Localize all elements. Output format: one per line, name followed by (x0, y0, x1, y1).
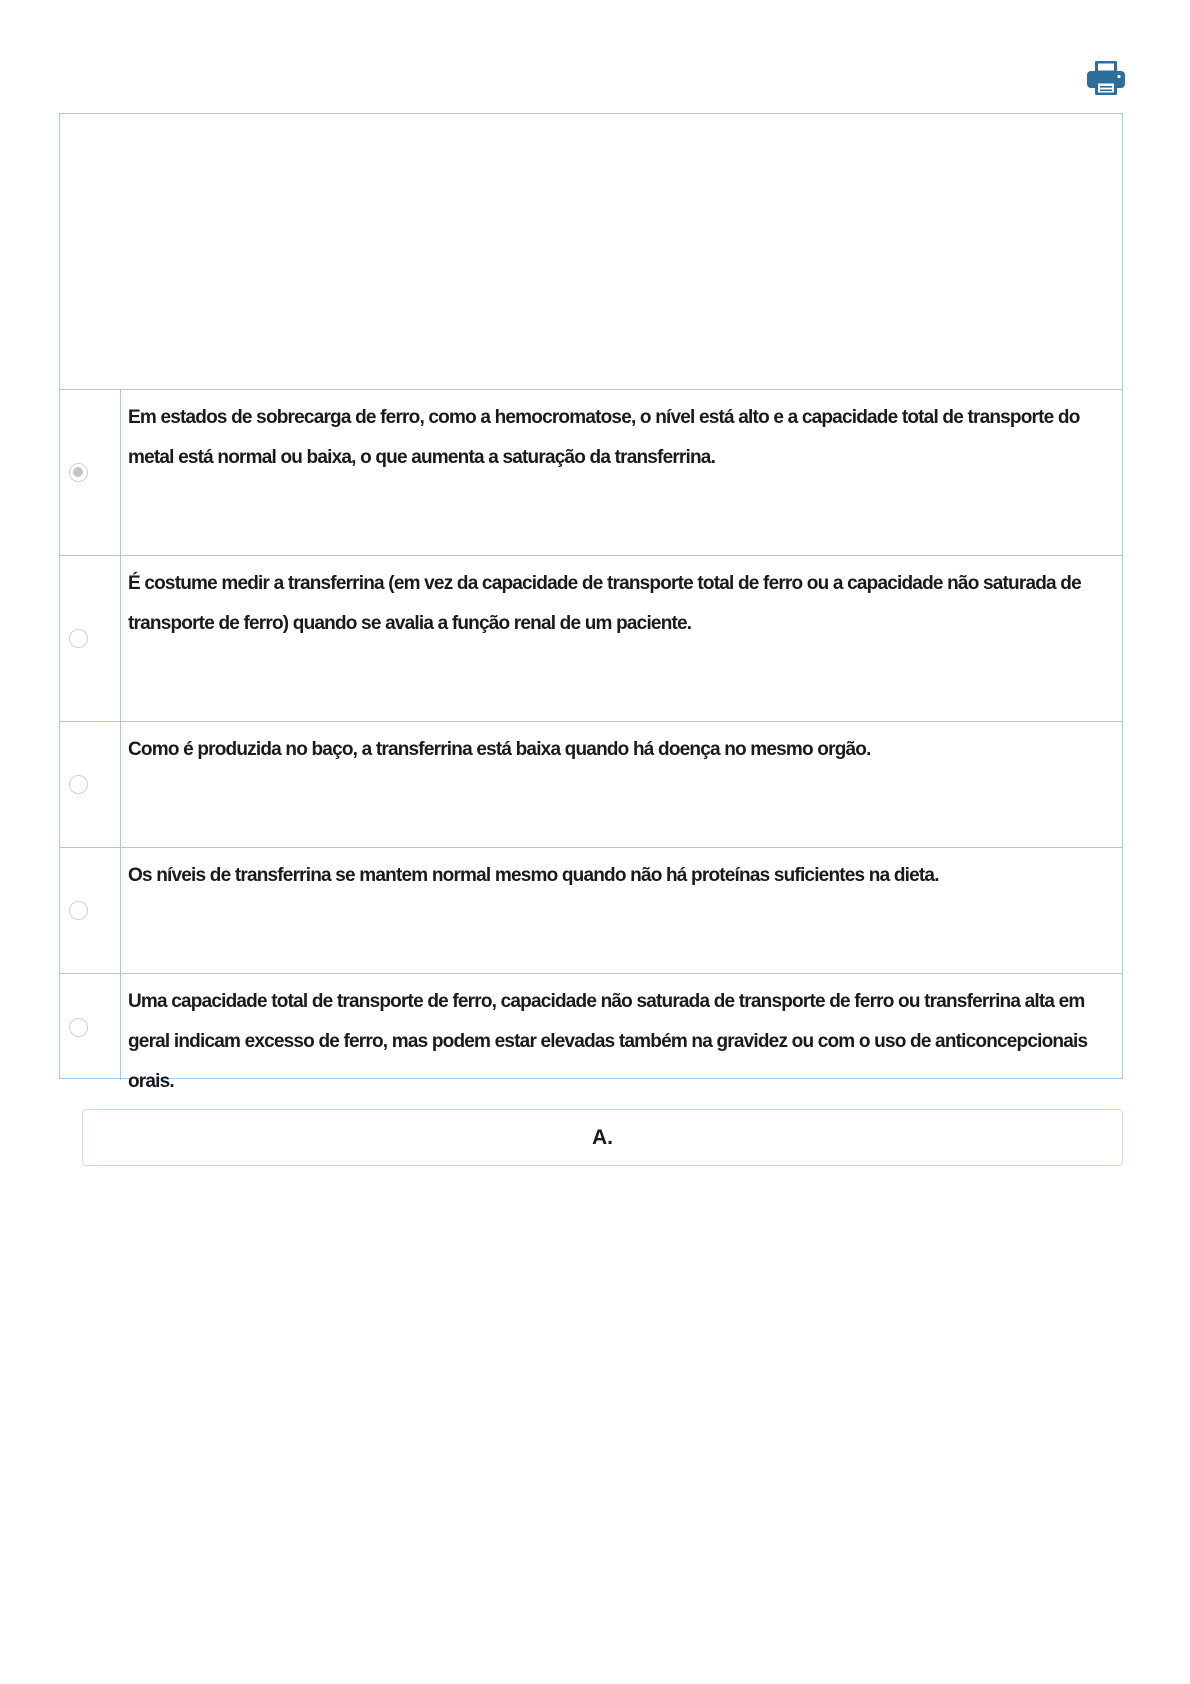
option-e-radio[interactable] (69, 1018, 88, 1037)
option-b-text: É costume medir a transferrina (em vez da capacidade de transporte total de ferro ou a capacidade não saturada de transporte de ferro) quando se avalia a função renal de um paciente. (128, 573, 1081, 634)
option-d-text: Os níveis de transferrina se mantem normal mesmo quando não há proteínas suficientes na dieta. (128, 865, 939, 886)
option-radio-cell[interactable] (60, 390, 121, 555)
answer-label: A. (592, 1126, 613, 1149)
option-radio-cell[interactable] (60, 974, 121, 1080)
option-row-a[interactable] (60, 389, 1122, 555)
option-row-d[interactable] (60, 847, 1122, 973)
print-button[interactable] (1086, 60, 1126, 96)
option-radio-cell[interactable] (60, 722, 121, 847)
option-radio-cell[interactable] (60, 848, 121, 973)
option-e-text: Uma capacidade total de transporte de ferro, capacidade não saturada de transporte de ferro ou transferrina alta em geral indicam excesso de ferro, mas podem estar elevadas também na gravidez ou com o uso de anticoncepcionais orais. (128, 991, 1088, 1092)
option-row-e[interactable] (60, 973, 1122, 1092)
answer-box (82, 1109, 1123, 1166)
option-b-radio[interactable] (69, 629, 88, 648)
option-row-c[interactable] (60, 721, 1122, 847)
option-c-radio[interactable] (69, 775, 88, 794)
option-row-b[interactable] (60, 555, 1122, 721)
option-a-radio[interactable] (69, 463, 88, 482)
question-table (59, 113, 1123, 1092)
option-c-text: Como é produzida no baço, a transferrina está baixa quando há doença no mesmo orgão. (128, 739, 871, 760)
option-radio-cell[interactable] (60, 556, 121, 721)
print-icon (1086, 60, 1126, 96)
option-a-text: Em estados de sobrecarga de ferro, como a hemocromatose, o nível está alto e a capacidade total de transporte do metal está normal ou baixa, o que aumenta a saturação da transferrina. (128, 407, 1080, 468)
question-stem (60, 114, 1122, 389)
option-d-radio[interactable] (69, 901, 88, 920)
